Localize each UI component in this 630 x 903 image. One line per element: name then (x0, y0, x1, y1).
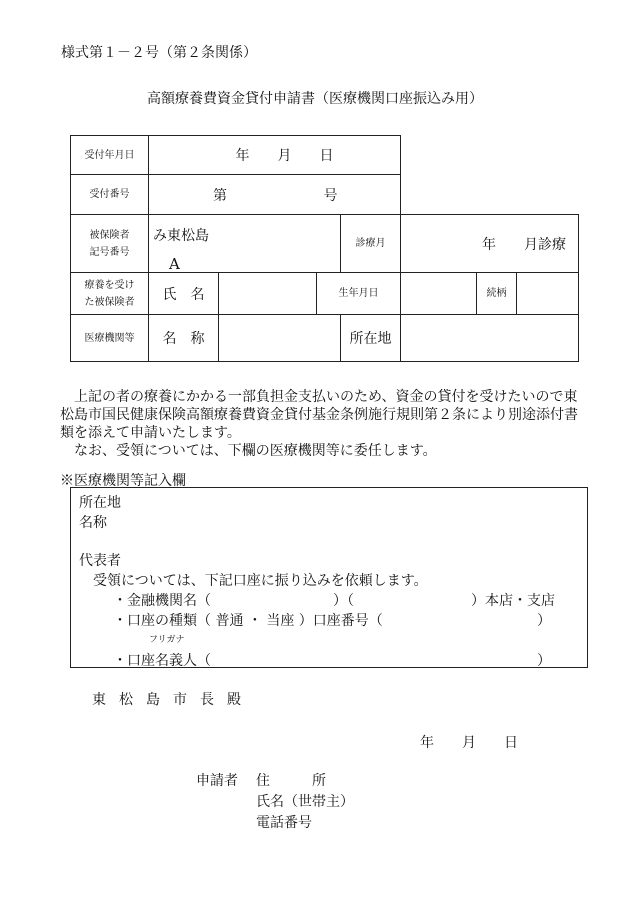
received-date-value[interactable]: 年 月 日 (149, 136, 401, 175)
received-number-cell[interactable] (149, 175, 401, 215)
application-statement (60, 388, 580, 460)
statement-paragraph-1: 上記の者の療養にかかる一部負担金支払いのため、資金の貸付を受けたいので東松島市国民健康保険高額療養費資金貸付基金条例施行規則第２条により別途添付書類を添えて申請いたします。 (60, 389, 578, 441)
relation-label: 続柄 (477, 273, 517, 315)
insured-number-cell[interactable] (149, 215, 341, 273)
box-representative-label: 代表者 (79, 553, 121, 569)
institution-box (70, 487, 588, 668)
patient-label: 療養を受け た被保険者 (71, 273, 149, 315)
location-label: 所在地 (341, 315, 401, 362)
document-title: 高額療養費資金貸付申請書（医療機関口座振込み用） (147, 91, 483, 107)
dob-field[interactable] (401, 273, 477, 315)
bank-label: ・金融機関名（ (113, 593, 211, 609)
box-name-label: 名称 (79, 515, 107, 531)
application-table (70, 135, 579, 362)
insured-number: A (169, 255, 180, 273)
institution-box-heading: ※医療機関等記入欄 (60, 473, 186, 489)
received-number-prefix: 第 (213, 187, 227, 204)
insured-symbol: み東松島 (153, 228, 209, 244)
received-number-label: 受付番号 (71, 175, 149, 215)
applicant-label: 申請者 (196, 773, 238, 789)
statement-paragraph-2: なお、受領については、下欄の医療機関等に委任します。 (60, 443, 437, 459)
bank-mid: ）（ (333, 593, 354, 609)
relation-field[interactable] (517, 273, 579, 315)
inst-name-field[interactable] (219, 315, 341, 362)
applicant-address-label: 住 所 (256, 773, 326, 789)
account-number-close: ） (537, 613, 551, 629)
dob-label: 生年月日 (317, 273, 401, 315)
location-field[interactable] (401, 315, 579, 362)
account-holder-close: ） (537, 653, 551, 669)
application-date[interactable]: 年 月 日 (420, 735, 518, 751)
inst-name-label: 名 称 (149, 315, 219, 362)
addressee-mayor: 東松島市長殿 (92, 692, 254, 708)
received-date-label: 受付年月日 (71, 136, 149, 175)
treatment-month-label: 診療月 (341, 215, 401, 273)
bank-suffix: ）本店・支店 (471, 593, 555, 609)
name-label: 氏 名 (149, 273, 219, 315)
furigana-label: フリガナ (149, 635, 185, 645)
insured-number-label: 被保険者 記号番号 (71, 215, 149, 273)
treatment-month-value[interactable]: 年 月診療 (401, 215, 579, 273)
form-number: 様式第１－２号（第２条関係） (61, 45, 257, 61)
applicant-name-label: 氏名（世帯主） (256, 794, 354, 810)
box-request-text: 受領については、下記口座に振り込みを依頼します。 (93, 573, 428, 589)
received-number-suffix: 号 (323, 187, 338, 204)
name-field[interactable] (219, 273, 317, 315)
institution-label: 医療機関等 (71, 315, 149, 362)
account-type-line: ・口座の種類（ 普通 ・ 当座 ）口座番号（ (113, 613, 383, 629)
account-holder-label: ・口座名義人（ (113, 653, 211, 669)
applicant-phone-label: 電話番号 (256, 815, 312, 831)
box-address-label: 所在地 (79, 495, 121, 511)
